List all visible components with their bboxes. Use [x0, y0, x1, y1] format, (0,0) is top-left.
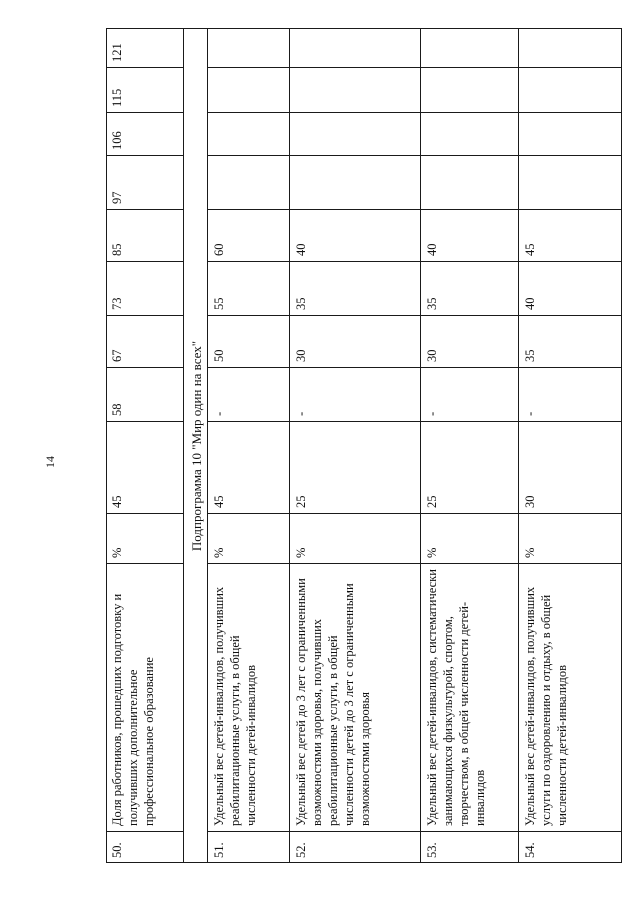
row-53-value — [421, 28, 519, 67]
row-54-value: 45 — [519, 209, 622, 261]
row-52-value — [290, 67, 421, 112]
row-54-unit: % — [519, 513, 622, 563]
row-53-value: - — [421, 367, 519, 421]
row-54-value: - — [519, 367, 622, 421]
row-53-value — [421, 155, 519, 209]
row-51-value — [208, 112, 290, 155]
row-54-value: 40 — [519, 261, 622, 315]
row-52-value: 40 — [290, 209, 421, 261]
row-50-value: 106 — [106, 112, 184, 155]
row-54-value — [519, 155, 622, 209]
row-51-value: 50 — [208, 315, 290, 367]
row-51-unit: % — [208, 513, 290, 563]
row-52-value — [290, 28, 421, 67]
row-50-value: 121 — [106, 28, 184, 67]
row-54-name: Удельный вес детей-инвалидов, получивших услуги по оздоровлению и отдыху, в общей численности детей-инвалидов — [519, 563, 622, 831]
page-number: 14 — [43, 456, 57, 468]
row-50-value: 45 — [106, 421, 184, 513]
row-52-value: 35 — [290, 261, 421, 315]
row-54-value: 35 — [519, 315, 622, 367]
row-50-unit: % — [106, 513, 184, 563]
row-54-number: 54. — [519, 831, 622, 863]
row-51-value: - — [208, 367, 290, 421]
row-50-value: 73 — [106, 261, 184, 315]
row-53-value: 35 — [421, 261, 519, 315]
row-50-value: 115 — [106, 67, 184, 112]
row-50-name: Доля работников, прошедших подготовку и получивших дополнительное профессиональное образование — [106, 563, 184, 831]
row-53-value: 30 — [421, 315, 519, 367]
row-54-value: 30 — [519, 421, 622, 513]
row-51-value — [208, 67, 290, 112]
row-53-value: 25 — [421, 421, 519, 513]
row-53-unit: % — [421, 513, 519, 563]
row-52-name: Удельный вес детей до 3 лет с ограниченными возможностями здоровья, получивших реабилитационные услуги, в общей численности детей до 3 лет с ограниченными возможностями здоровья — [290, 563, 421, 831]
row-50-value: 67 — [106, 315, 184, 367]
row-51-value — [208, 28, 290, 67]
row-51-name: Удельный вес детей-инвалидов, получивших реабилитационные услуги, в общей численности детей-инвалидов — [208, 563, 290, 831]
row-50-value: 58 — [106, 367, 184, 421]
row-51-value — [208, 155, 290, 209]
subprogram-title: Подпрограмма 10 "Мир один на всех" — [184, 28, 208, 863]
row-51-value: 55 — [208, 261, 290, 315]
row-52-value: 25 — [290, 421, 421, 513]
row-52-value — [290, 155, 421, 209]
row-53-name: Удельный вес детей-инвалидов, систематически занимающихся физкультурой, спортом, творчеством, в общей численности детей-инвалидов — [421, 563, 519, 831]
row-53-value: 40 — [421, 209, 519, 261]
row-54-value — [519, 112, 622, 155]
row-53-value — [421, 67, 519, 112]
row-50-number: 50. — [106, 831, 184, 863]
row-51-value: 60 — [208, 209, 290, 261]
row-51-number: 51. — [208, 831, 290, 863]
row-54-value — [519, 67, 622, 112]
row-52-value: - — [290, 367, 421, 421]
row-52-number: 52. — [290, 831, 421, 863]
row-54-value — [519, 28, 622, 67]
row-53-number: 53. — [421, 831, 519, 863]
row-53-value — [421, 112, 519, 155]
indicator-table — [106, 28, 622, 863]
row-50-value: 97 — [106, 155, 184, 209]
row-52-unit: % — [290, 513, 421, 563]
row-51-value: 45 — [208, 421, 290, 513]
row-50-value: 85 — [106, 209, 184, 261]
row-52-value — [290, 112, 421, 155]
row-52-value: 30 — [290, 315, 421, 367]
